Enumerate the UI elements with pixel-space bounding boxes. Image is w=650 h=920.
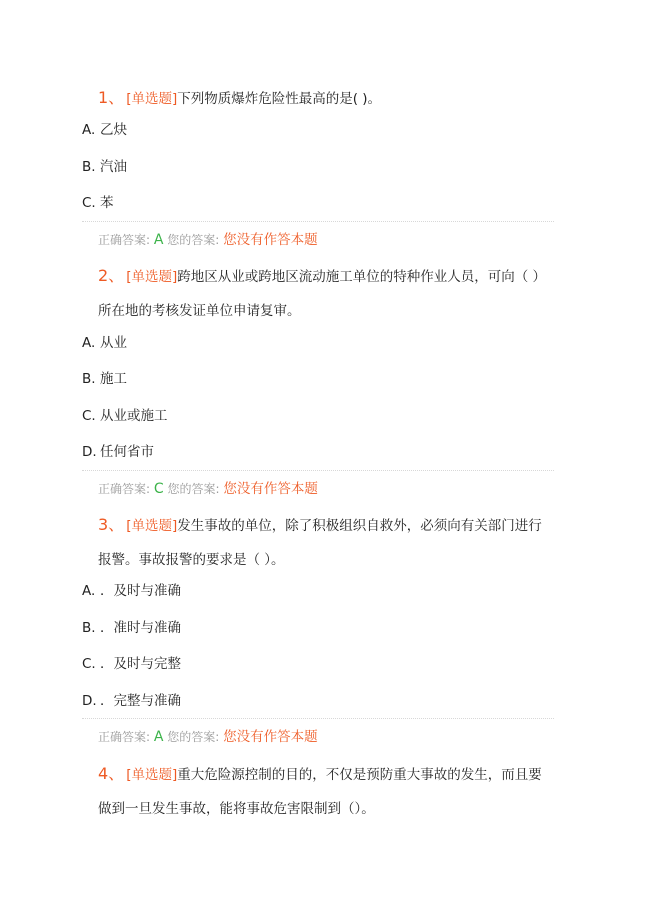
option-b[interactable]: [82, 157, 127, 177]
correct-answer-value: C: [153, 481, 164, 497]
option-text: ．及时与完整: [100, 656, 181, 672]
option-text: 乙炔: [100, 122, 127, 138]
your-answer-label: 您的答案:: [167, 233, 220, 247]
option-a[interactable]: [82, 120, 127, 140]
correct-answer-value: A: [153, 729, 164, 745]
question-type-tag: [单选题]: [126, 518, 178, 534]
option-b[interactable]: [82, 618, 181, 638]
option-letter: A.: [82, 122, 96, 138]
answer-row: [98, 480, 318, 498]
question-2: [98, 259, 553, 328]
question-text: 重大危险源控制的目的，不仅是预防重大事故的发生，而且要做到一旦发生事故，能将事故危害限制到（）。: [98, 767, 542, 817]
your-answer-value: 您没有作答本题: [223, 232, 318, 248]
option-letter: C.: [82, 408, 96, 424]
question-type-tag: [单选题]: [126, 91, 178, 107]
option-text: 从业: [100, 335, 127, 351]
option-letter: B.: [82, 620, 96, 636]
divider: [82, 221, 554, 222]
correct-answer-value: A: [153, 232, 164, 248]
question-type-tag: [单选题]: [126, 767, 178, 783]
option-letter: C.: [82, 656, 96, 672]
option-c[interactable]: [82, 193, 114, 213]
option-text: 从业或施工: [100, 408, 168, 424]
question-number: 2、: [98, 266, 125, 285]
your-answer-label: 您的答案:: [167, 730, 220, 744]
question-number: 3、: [98, 515, 125, 534]
question-3: [98, 508, 553, 577]
option-letter: C.: [82, 195, 96, 211]
question-text: 跨地区从业或跨地区流动施工单位的特种作业人员，可向（ ）所在地的考核发证单位申请复审。: [98, 269, 547, 319]
option-letter: A.: [82, 335, 96, 351]
option-d[interactable]: [82, 691, 181, 711]
question-text: 下列物质爆炸危险性最高的是( )。: [177, 91, 382, 107]
your-answer-value: 您没有作答本题: [223, 729, 318, 745]
option-text: 汽油: [100, 159, 127, 175]
option-text: ．及时与准确: [100, 583, 181, 599]
option-text: 施工: [100, 371, 127, 387]
option-text: 任何省市: [100, 444, 154, 460]
option-c[interactable]: [82, 406, 168, 426]
divider: [82, 718, 554, 719]
option-text: ．准时与准确: [100, 620, 181, 636]
question-1: [98, 81, 553, 116]
question-number: 1、: [98, 88, 125, 107]
option-letter: B.: [82, 371, 96, 387]
option-text: 苯: [100, 195, 114, 211]
answer-row: [98, 728, 318, 746]
option-b[interactable]: [82, 369, 127, 389]
question-number: 4、: [98, 764, 125, 783]
option-a[interactable]: [82, 581, 181, 601]
question-type-tag: [单选题]: [126, 269, 178, 285]
option-letter: A.: [82, 583, 96, 599]
option-letter: D.: [82, 693, 97, 709]
option-c[interactable]: [82, 654, 181, 674]
option-a[interactable]: [82, 333, 127, 353]
question-4: [98, 757, 553, 826]
option-letter: B.: [82, 159, 96, 175]
correct-answer-label: 正确答案:: [98, 233, 151, 247]
question-text: 发生事故的单位，除了积极组织自救外，必须向有关部门进行报警。事故报警的要求是（ ）。: [98, 518, 542, 568]
correct-answer-label: 正确答案:: [98, 482, 151, 496]
your-answer-value: 您没有作答本题: [223, 481, 318, 497]
your-answer-label: 您的答案:: [167, 482, 220, 496]
option-letter: D.: [82, 444, 97, 460]
option-d[interactable]: [82, 442, 154, 462]
answer-row: [98, 231, 318, 249]
option-text: ．完整与准确: [100, 693, 181, 709]
correct-answer-label: 正确答案:: [98, 730, 151, 744]
divider: [82, 470, 554, 471]
